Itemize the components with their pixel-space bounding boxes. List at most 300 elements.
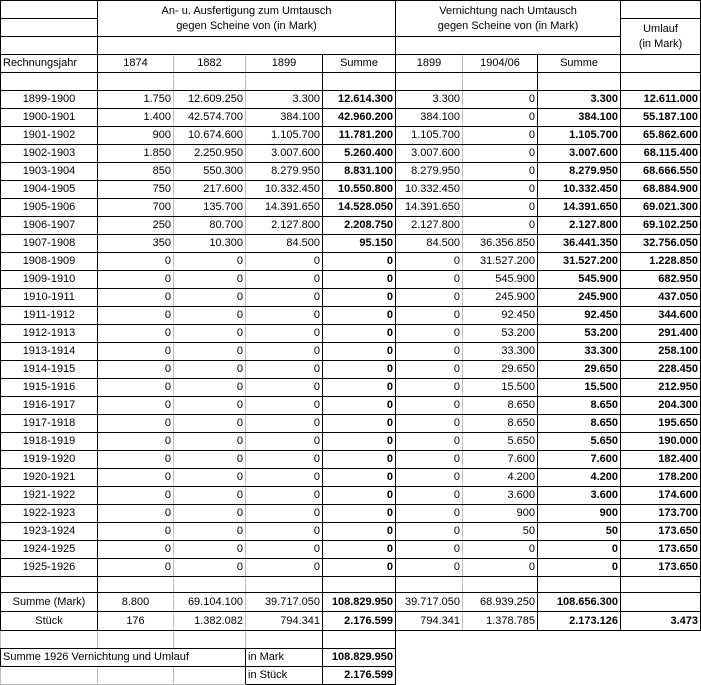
value-cell: 0	[98, 469, 174, 487]
value-cell: 0	[323, 397, 396, 415]
year-cell: 1912-1913	[1, 325, 98, 343]
value-cell: 0	[246, 325, 323, 343]
value-cell: 0	[396, 253, 463, 271]
value-cell: 0	[246, 307, 323, 325]
value-cell: 0	[463, 109, 538, 127]
value-cell: 0	[396, 289, 463, 307]
year-cell: 1920-1921	[1, 469, 98, 487]
value-cell: 2.127.800	[396, 217, 463, 235]
value-cell: 33.300	[463, 343, 538, 361]
table-row	[1, 109, 701, 127]
value-cell: 245.900	[538, 289, 621, 307]
value-cell: 8.650	[463, 397, 538, 415]
value-cell: 0	[98, 325, 174, 343]
totals-rows	[1, 593, 701, 631]
value-cell: 0	[174, 397, 246, 415]
value-cell: 0	[174, 505, 246, 523]
value-cell: 0	[246, 253, 323, 271]
umlauf-header-line2: (in Mark)	[638, 37, 683, 50]
value-cell: 0	[98, 397, 174, 415]
table-row	[1, 505, 701, 523]
value-cell: 850	[98, 163, 174, 181]
year-cell: 1907-1908	[1, 235, 98, 253]
value-cell: 11.781.200	[323, 127, 396, 145]
totals-cell: 8.800	[98, 593, 174, 612]
value-cell: 0	[323, 505, 396, 523]
spacer-row	[1, 577, 701, 593]
value-cell: 0	[174, 271, 246, 289]
value-cell: 15.500	[538, 379, 621, 397]
value-cell: 5.260.400	[323, 145, 396, 163]
col-header-1899: 1899	[246, 55, 323, 73]
value-cell: 195.650	[621, 415, 701, 433]
value-cell: 750	[98, 181, 174, 199]
value-cell: 10.550.800	[323, 181, 396, 199]
value-cell: 10.332.450	[538, 181, 621, 199]
value-cell: 900	[98, 127, 174, 145]
table-row	[1, 523, 701, 541]
value-cell: 3.007.600	[396, 145, 463, 163]
year-cell: 1925-1926	[1, 559, 98, 577]
value-cell: 0	[538, 541, 621, 559]
table-row	[1, 325, 701, 343]
value-cell: 437.050	[621, 289, 701, 307]
value-cell: 92.450	[463, 307, 538, 325]
value-cell: 0	[396, 541, 463, 559]
footer-section	[1, 631, 701, 685]
value-cell: 29.650	[463, 361, 538, 379]
year-cell: 1910-1911	[1, 289, 98, 307]
value-cell: 0	[174, 361, 246, 379]
totals-cell: 69.104.100	[174, 593, 246, 612]
value-cell: 53.200	[538, 325, 621, 343]
value-cell: 55.187.100	[621, 109, 701, 127]
value-cell: 173.650	[621, 523, 701, 541]
value-cell: 0	[323, 541, 396, 559]
section-left-title-line1: An- u. Ausfertigung zum Umtausch	[161, 4, 332, 17]
year-cell: 1900-1901	[1, 109, 98, 127]
value-cell: 42.574.700	[174, 109, 246, 127]
column-header-row	[1, 55, 701, 73]
totals-row	[1, 612, 701, 631]
value-cell: 545.900	[463, 271, 538, 289]
value-cell: 344.600	[621, 307, 701, 325]
header-row-1	[1, 1, 701, 19]
value-cell: 15.500	[463, 379, 538, 397]
umlauf-header	[621, 19, 701, 55]
value-cell: 0	[463, 217, 538, 235]
value-cell: 0	[246, 487, 323, 505]
value-cell: 384.100	[246, 109, 323, 127]
year-cell: 1905-1906	[1, 199, 98, 217]
totals-cell: 1.378.785	[463, 612, 538, 631]
value-cell: 0	[246, 469, 323, 487]
value-cell: 182.400	[621, 451, 701, 469]
totals-cell: 1.382.082	[174, 612, 246, 631]
year-cell: 1919-1920	[1, 451, 98, 469]
totals-cell: 3.473	[621, 612, 701, 631]
totals-cell: 108.656.300	[538, 593, 621, 612]
totals-cell: 39.717.050	[246, 593, 323, 612]
value-cell: 0	[323, 325, 396, 343]
value-cell: 0	[463, 127, 538, 145]
value-cell: 50	[463, 523, 538, 541]
value-cell: 3.600	[463, 487, 538, 505]
value-cell: 0	[174, 523, 246, 541]
value-cell: 0	[323, 451, 396, 469]
col-header-summe-right: Summe	[538, 55, 621, 73]
value-cell: 0	[463, 559, 538, 577]
value-cell: 14.528.050	[323, 199, 396, 217]
value-cell: 50	[538, 523, 621, 541]
value-cell: 10.300	[174, 235, 246, 253]
totals-cell	[621, 593, 701, 612]
year-cell: 1906-1907	[1, 217, 98, 235]
section-right-title-line1: Vernichtung nach Umtausch	[439, 4, 577, 17]
empty-cell	[621, 1, 701, 19]
totals-cell: 2.176.599	[323, 612, 396, 631]
value-cell: 2.250.950	[174, 145, 246, 163]
value-cell: 1.400	[98, 109, 174, 127]
table-row	[1, 91, 701, 109]
value-cell: 5.650	[463, 433, 538, 451]
value-cell: 69.021.300	[621, 199, 701, 217]
value-cell: 53.200	[463, 325, 538, 343]
value-cell: 0	[98, 253, 174, 271]
totals-cell: 176	[98, 612, 174, 631]
value-cell: 0	[246, 289, 323, 307]
value-cell: 5.650	[538, 433, 621, 451]
value-cell: 8.650	[538, 415, 621, 433]
col-header-summe-left: Summe	[323, 55, 396, 73]
value-cell: 0	[323, 487, 396, 505]
value-cell: 1.105.700	[246, 127, 323, 145]
year-cell: 1914-1915	[1, 361, 98, 379]
table-row	[1, 415, 701, 433]
year-cell: 1924-1925	[1, 541, 98, 559]
value-cell: 0	[98, 271, 174, 289]
value-cell: 0	[463, 145, 538, 163]
value-cell: 92.450	[538, 307, 621, 325]
value-cell: 0	[98, 559, 174, 577]
value-cell: 95.150	[323, 235, 396, 253]
value-cell: 0	[174, 469, 246, 487]
data-rows	[1, 91, 701, 577]
totals-cell: 794.341	[396, 612, 463, 631]
value-cell: 68.115.400	[621, 145, 701, 163]
table-row	[1, 469, 701, 487]
value-cell: 0	[174, 541, 246, 559]
value-cell: 84.500	[246, 235, 323, 253]
value-cell: 7.600	[463, 451, 538, 469]
table-row	[1, 451, 701, 469]
row-header-label: Rechnungsjahr	[1, 55, 98, 73]
spacer-row	[1, 73, 701, 91]
value-cell: 0	[396, 433, 463, 451]
value-cell: 3.007.600	[246, 145, 323, 163]
col-header-190406: 1904/06	[463, 55, 538, 73]
value-cell: 3.300	[396, 91, 463, 109]
totals-cell: 39.717.050	[396, 593, 463, 612]
footer-row-mark	[1, 649, 701, 667]
table-row	[1, 559, 701, 577]
year-cell: 1922-1923	[1, 505, 98, 523]
value-cell: 0	[463, 163, 538, 181]
value-cell: 291.400	[621, 325, 701, 343]
value-cell: 1.850	[98, 145, 174, 163]
value-cell: 31.527.200	[538, 253, 621, 271]
empty-cell	[396, 37, 621, 55]
value-cell: 384.100	[396, 109, 463, 127]
value-cell: 0	[323, 343, 396, 361]
value-cell: 900	[538, 505, 621, 523]
value-cell: 0	[396, 451, 463, 469]
value-cell: 80.700	[174, 217, 246, 235]
value-cell: 0	[98, 433, 174, 451]
empty-cell	[98, 37, 396, 55]
table-row	[1, 289, 701, 307]
section-left-title-line2: gegen Scheine von (in Mark)	[176, 19, 317, 32]
totals-cell: 2.173.126	[538, 612, 621, 631]
value-cell: 0	[246, 523, 323, 541]
value-cell: 0	[323, 523, 396, 541]
value-cell: 0	[323, 253, 396, 271]
value-cell: 0	[98, 505, 174, 523]
value-cell: 0	[323, 469, 396, 487]
year-cell: 1899-1900	[1, 91, 98, 109]
value-cell: 68.884.900	[621, 181, 701, 199]
footer-value-mark: 108.829.950	[323, 649, 396, 667]
value-cell: 0	[396, 487, 463, 505]
header-row-3	[1, 37, 701, 55]
value-cell: 228.450	[621, 361, 701, 379]
value-cell: 0	[396, 361, 463, 379]
value-cell: 900	[463, 505, 538, 523]
section-left-title	[98, 1, 396, 37]
totals-label: Stück	[1, 612, 98, 631]
totals-row	[1, 593, 701, 612]
footer-value-stueck: 2.176.599	[323, 667, 396, 685]
value-cell: 0	[323, 379, 396, 397]
value-cell: 682.950	[621, 271, 701, 289]
value-cell: 2.127.800	[538, 217, 621, 235]
value-cell: 173.700	[621, 505, 701, 523]
value-cell: 0	[98, 541, 174, 559]
value-cell: 0	[98, 289, 174, 307]
value-cell: 350	[98, 235, 174, 253]
value-cell: 4.200	[538, 469, 621, 487]
value-cell: 178.200	[621, 469, 701, 487]
value-cell: 8.279.950	[246, 163, 323, 181]
totals-label: Summe (Mark)	[1, 593, 98, 612]
value-cell: 0	[174, 559, 246, 577]
value-cell: 3.300	[246, 91, 323, 109]
year-cell: 1904-1905	[1, 181, 98, 199]
value-cell: 0	[174, 487, 246, 505]
value-cell: 0	[98, 379, 174, 397]
value-cell: 10.332.450	[246, 181, 323, 199]
year-cell: 1902-1903	[1, 145, 98, 163]
value-cell: 36.356.850	[463, 235, 538, 253]
table-row	[1, 433, 701, 451]
table-row	[1, 379, 701, 397]
table-row	[1, 253, 701, 271]
totals-cell: 794.341	[246, 612, 323, 631]
value-cell: 8.279.950	[538, 163, 621, 181]
value-cell: 0	[396, 307, 463, 325]
value-cell: 0	[98, 487, 174, 505]
table-row	[1, 271, 701, 289]
value-cell: 174.600	[621, 487, 701, 505]
value-cell: 68.666.550	[621, 163, 701, 181]
header-section	[1, 1, 701, 91]
value-cell: 0	[174, 415, 246, 433]
year-cell: 1921-1922	[1, 487, 98, 505]
value-cell: 550.300	[174, 163, 246, 181]
value-cell: 0	[323, 559, 396, 577]
table-row	[1, 145, 701, 163]
value-cell: 0	[174, 451, 246, 469]
value-cell: 1.750	[98, 91, 174, 109]
value-cell: 700	[98, 199, 174, 217]
value-cell: 4.200	[463, 469, 538, 487]
value-cell: 0	[246, 433, 323, 451]
table-row	[1, 217, 701, 235]
value-cell: 0	[174, 433, 246, 451]
empty-cell	[1, 37, 98, 55]
year-cell: 1901-1902	[1, 127, 98, 145]
value-cell: 0	[463, 91, 538, 109]
footer-row-stueck	[1, 667, 701, 685]
value-cell: 0	[246, 451, 323, 469]
table-row	[1, 163, 701, 181]
value-cell: 258.100	[621, 343, 701, 361]
value-cell: 0	[323, 289, 396, 307]
value-cell: 0	[246, 541, 323, 559]
year-cell: 1915-1916	[1, 379, 98, 397]
table-row	[1, 181, 701, 199]
value-cell: 7.600	[538, 451, 621, 469]
value-cell: 29.650	[538, 361, 621, 379]
value-cell: 8.650	[538, 397, 621, 415]
empty-cell	[1, 19, 98, 37]
value-cell: 384.100	[538, 109, 621, 127]
value-cell: 0	[323, 271, 396, 289]
year-cell: 1903-1904	[1, 163, 98, 181]
value-cell: 0	[463, 541, 538, 559]
value-cell: 14.391.650	[538, 199, 621, 217]
value-cell: 0	[174, 325, 246, 343]
table-row	[1, 487, 701, 505]
value-cell: 10.332.450	[396, 181, 463, 199]
totals-section	[1, 577, 701, 593]
value-cell: 3.007.600	[538, 145, 621, 163]
value-cell: 42.960.200	[323, 109, 396, 127]
value-cell: 0	[246, 505, 323, 523]
section-right-title-line2: gegen Scheine von (in Mark)	[437, 19, 579, 32]
year-cell: 1911-1912	[1, 307, 98, 325]
totals-cell: 68.939.250	[463, 593, 538, 612]
value-cell: 0	[174, 289, 246, 307]
value-cell: 0	[174, 307, 246, 325]
value-cell: 8.831.100	[323, 163, 396, 181]
value-cell: 0	[463, 199, 538, 217]
value-cell: 0	[174, 343, 246, 361]
value-cell: 12.609.250	[174, 91, 246, 109]
value-cell: 84.500	[396, 235, 463, 253]
value-cell: 31.527.200	[463, 253, 538, 271]
value-cell: 0	[463, 181, 538, 199]
value-cell: 0	[98, 523, 174, 541]
footer-spacer	[396, 649, 701, 667]
footer-label: Summe 1926 Vernichtung und Umlauf	[1, 649, 246, 667]
value-cell: 0	[98, 343, 174, 361]
value-cell: 12.614.300	[323, 91, 396, 109]
col-header-1882: 1882	[174, 55, 246, 73]
value-cell: 0	[174, 379, 246, 397]
table-row	[1, 235, 701, 253]
value-cell: 0	[246, 559, 323, 577]
value-cell: 0	[396, 415, 463, 433]
value-cell: 0	[246, 271, 323, 289]
value-cell: 0	[174, 253, 246, 271]
value-cell: 69.102.250	[621, 217, 701, 235]
value-cell: 545.900	[538, 271, 621, 289]
footer-spacer	[396, 667, 701, 685]
value-cell: 0	[98, 361, 174, 379]
year-cell: 1909-1910	[1, 271, 98, 289]
value-cell: 0	[396, 271, 463, 289]
col-header-1874: 1874	[98, 55, 174, 73]
value-cell: 135.700	[174, 199, 246, 217]
table-row	[1, 541, 701, 559]
value-cell: 217.600	[174, 181, 246, 199]
value-cell: 0	[246, 397, 323, 415]
year-cell: 1916-1917	[1, 397, 98, 415]
spacer-row	[1, 631, 701, 649]
value-cell: 0	[98, 451, 174, 469]
value-cell: 32.756.050	[621, 235, 701, 253]
value-cell: 10.674.600	[174, 127, 246, 145]
table-row	[1, 127, 701, 145]
umlauf-header-line1: Umlauf	[643, 22, 678, 35]
value-cell: 0	[538, 559, 621, 577]
value-cell: 0	[396, 343, 463, 361]
value-cell: 0	[323, 415, 396, 433]
value-cell: 0	[246, 361, 323, 379]
value-cell: 14.391.650	[396, 199, 463, 217]
table-row	[1, 361, 701, 379]
value-cell: 8.279.950	[396, 163, 463, 181]
value-cell: 0	[323, 361, 396, 379]
value-cell: 0	[396, 505, 463, 523]
table-row	[1, 343, 701, 361]
year-cell: 1917-1918	[1, 415, 98, 433]
value-cell: 0	[98, 307, 174, 325]
value-cell: 36.441.350	[538, 235, 621, 253]
footer-unit-stueck: in Stück	[246, 667, 323, 685]
value-cell: 0	[246, 379, 323, 397]
value-cell: 173.650	[621, 541, 701, 559]
value-cell: 2.127.800	[246, 217, 323, 235]
value-cell: 212.950	[621, 379, 701, 397]
value-cell: 1.105.700	[396, 127, 463, 145]
year-cell: 1913-1914	[1, 343, 98, 361]
table-row	[1, 397, 701, 415]
value-cell: 0	[396, 469, 463, 487]
value-cell: 0	[396, 559, 463, 577]
year-cell: 1923-1924	[1, 523, 98, 541]
